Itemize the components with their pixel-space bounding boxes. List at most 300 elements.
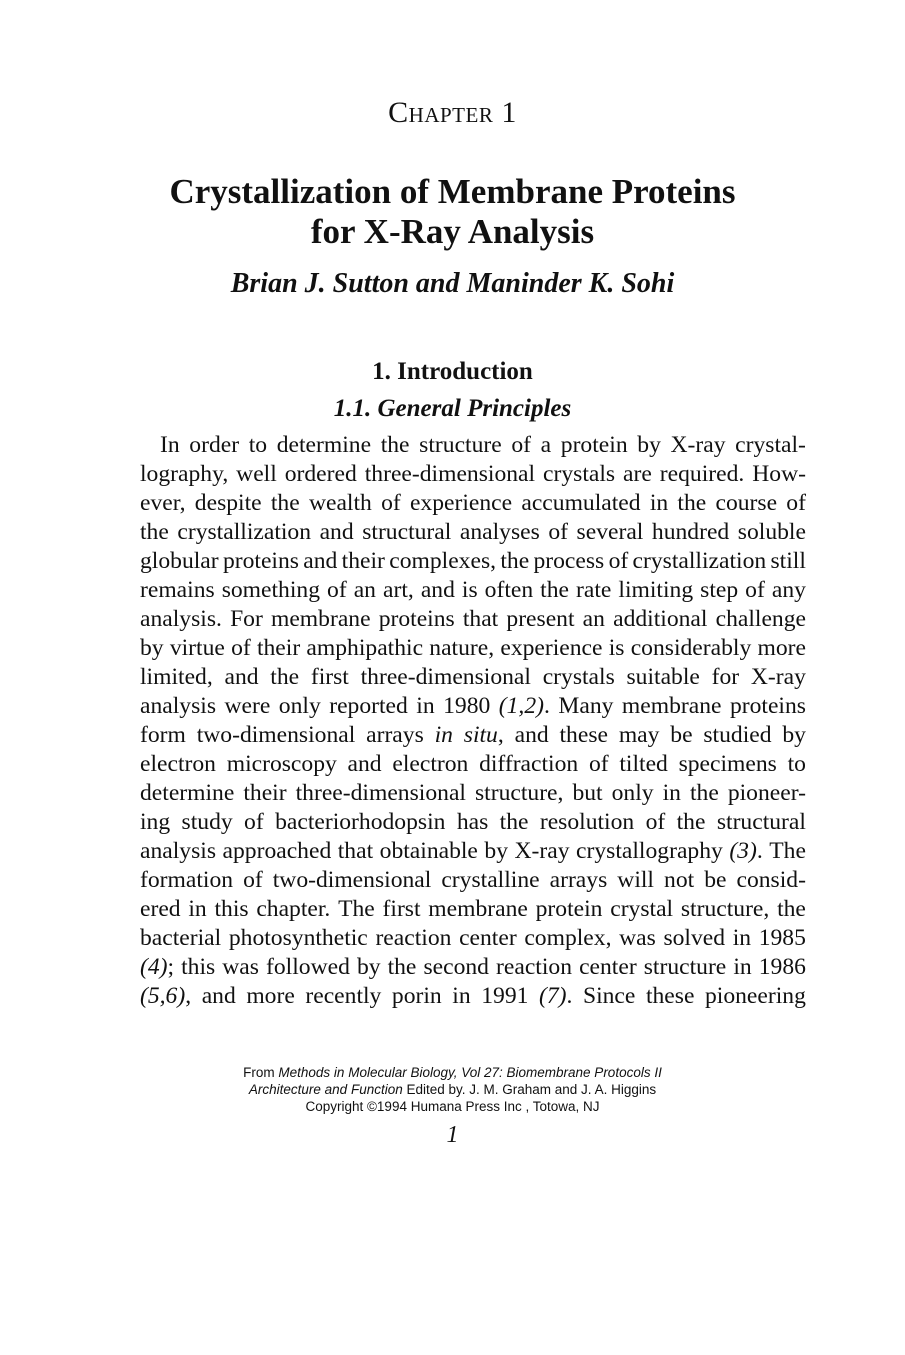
word — [189, 431, 239, 460]
text: often — [484, 577, 534, 603]
word — [381, 489, 401, 518]
word — [703, 721, 771, 750]
word — [140, 866, 233, 895]
word — [188, 895, 206, 924]
italic-text: situ — [463, 722, 498, 748]
text: tilted — [619, 751, 668, 777]
word — [561, 431, 628, 460]
word — [536, 895, 603, 924]
word — [577, 518, 644, 547]
text: in — [416, 693, 435, 719]
text: X-ray — [514, 838, 570, 864]
word — [246, 982, 294, 1011]
word — [589, 750, 609, 779]
word — [612, 779, 654, 808]
word — [617, 866, 654, 895]
text: rate — [576, 577, 612, 603]
word — [463, 605, 498, 634]
text: of — [588, 751, 609, 777]
text: that — [462, 606, 499, 632]
word — [354, 576, 376, 605]
word — [230, 605, 263, 634]
text: process — [533, 548, 605, 574]
text: X-ray — [670, 432, 726, 458]
text: were — [224, 693, 271, 719]
text: chapter. — [256, 896, 331, 922]
word — [305, 982, 381, 1011]
word — [306, 634, 423, 663]
word — [558, 692, 613, 721]
word — [717, 808, 806, 837]
word — [623, 460, 652, 489]
word — [475, 779, 563, 808]
text: porin — [391, 983, 442, 1009]
word — [140, 460, 228, 489]
text: these — [645, 983, 695, 1009]
word — [140, 663, 213, 692]
text: The — [338, 896, 375, 922]
text: reaction — [496, 954, 573, 980]
word — [485, 576, 533, 605]
text: a — [540, 432, 552, 458]
text: hundred — [651, 519, 730, 545]
word — [223, 837, 332, 866]
text: crystals — [543, 461, 616, 487]
word — [576, 576, 611, 605]
text: an — [353, 577, 376, 603]
word — [270, 663, 299, 692]
text: electron — [140, 751, 216, 777]
text: resolution — [539, 809, 635, 835]
text: any — [771, 577, 806, 603]
text: crystallography — [576, 838, 723, 864]
word — [243, 866, 263, 895]
text: analysis — [140, 838, 217, 864]
word — [540, 576, 569, 605]
word — [277, 431, 371, 460]
text: center — [459, 925, 517, 951]
word — [273, 866, 432, 895]
text: in — [662, 780, 681, 806]
word — [769, 837, 806, 866]
word — [609, 547, 629, 576]
text: membrane — [428, 896, 528, 922]
text: not — [664, 867, 695, 893]
word — [224, 692, 270, 721]
word — [244, 808, 264, 837]
word — [500, 808, 529, 837]
text: 1991 — [481, 983, 529, 1009]
text: protein — [560, 432, 628, 458]
authors: Brian J. Sutton and Maninder K. Sohi — [230, 268, 675, 299]
subsection-heading: 1.1. General Principles — [333, 395, 572, 422]
text: only — [278, 693, 321, 719]
word — [670, 721, 692, 750]
word — [515, 721, 549, 750]
word — [243, 779, 286, 808]
text: lography, — [140, 461, 229, 487]
text: determine — [276, 432, 372, 458]
text: diffraction — [479, 751, 579, 777]
text: was — [619, 925, 656, 951]
text: despite — [194, 490, 262, 516]
word — [560, 721, 608, 750]
word — [140, 953, 174, 982]
word — [140, 605, 222, 634]
word — [782, 721, 806, 750]
text: three-dimensional — [364, 461, 536, 487]
text: membrane — [621, 693, 722, 719]
text: microscopy — [226, 751, 337, 777]
word — [140, 692, 216, 721]
word — [231, 634, 251, 663]
word — [182, 808, 233, 837]
word — [664, 866, 694, 895]
text: In — [160, 432, 180, 458]
text: that — [337, 838, 374, 864]
word — [539, 982, 572, 1011]
word — [627, 663, 700, 692]
word — [160, 431, 180, 460]
footer-volume-title: Architecture and Function — [248, 1082, 403, 1097]
word — [511, 431, 531, 460]
word — [311, 663, 349, 692]
text: their — [341, 548, 385, 574]
title-line-1: Crystallization of Membrane Proteins — [169, 172, 736, 211]
text: several — [576, 519, 644, 545]
text: well — [236, 461, 277, 487]
chapter-label: Chapter 1 — [388, 96, 517, 129]
word — [736, 866, 805, 895]
text: Many — [558, 693, 614, 719]
word — [361, 663, 531, 692]
text: of — [327, 577, 347, 603]
text: wealth — [308, 490, 372, 516]
word — [181, 953, 215, 982]
italic-text: (4) — [140, 954, 168, 980]
body-line — [140, 634, 806, 663]
word — [771, 547, 806, 576]
word — [309, 489, 372, 518]
word — [140, 895, 181, 924]
word — [388, 953, 417, 982]
word — [543, 460, 615, 489]
text: three-dimensional — [295, 780, 466, 806]
text: solved — [663, 925, 726, 951]
word — [140, 779, 234, 808]
word — [140, 547, 219, 576]
text: of — [244, 809, 264, 835]
text: suitable — [626, 664, 700, 690]
word — [637, 431, 661, 460]
word — [533, 547, 604, 576]
text: in — [649, 490, 669, 516]
italic-text: in — [434, 722, 453, 748]
text: by — [356, 954, 381, 980]
footer-citation — [0, 1064, 905, 1115]
text: of — [786, 490, 806, 516]
word — [416, 692, 434, 721]
word — [365, 460, 535, 489]
word — [579, 953, 637, 982]
word — [541, 431, 551, 460]
word — [464, 721, 504, 750]
word — [362, 518, 451, 547]
word — [441, 866, 539, 895]
word — [735, 431, 806, 460]
text: challenge — [715, 606, 806, 632]
text: the — [387, 954, 417, 980]
text: membrane — [270, 606, 371, 632]
text: limited, — [140, 664, 213, 690]
text: crystallization — [177, 519, 312, 545]
word — [540, 808, 634, 837]
word — [521, 489, 640, 518]
text: by — [782, 722, 806, 748]
body-line — [140, 460, 806, 489]
body-line — [140, 692, 806, 721]
text: structure, — [474, 780, 564, 806]
word — [389, 547, 496, 576]
word — [170, 634, 225, 663]
text: pioneer- — [727, 780, 806, 806]
text: their — [256, 635, 301, 661]
word — [452, 982, 470, 1011]
text: the — [270, 490, 300, 516]
word — [327, 576, 347, 605]
text: by — [484, 838, 509, 864]
word — [484, 837, 508, 866]
word — [195, 489, 262, 518]
word — [646, 808, 666, 837]
word — [229, 924, 368, 953]
text: structural — [362, 519, 452, 545]
text: an — [582, 606, 605, 632]
text: course — [715, 490, 778, 516]
text: soluble — [737, 519, 806, 545]
word — [285, 460, 357, 489]
text: For — [230, 606, 263, 632]
text: globular — [140, 548, 219, 574]
body-line — [140, 895, 806, 924]
text: crystalline — [441, 867, 540, 893]
word — [457, 808, 488, 837]
text: by — [140, 635, 164, 661]
text: form — [140, 722, 186, 748]
body-line — [140, 808, 806, 837]
word — [500, 547, 529, 576]
word — [619, 750, 668, 779]
text: the — [540, 577, 569, 603]
word — [392, 982, 442, 1011]
word — [202, 982, 236, 1011]
text: was — [222, 954, 259, 980]
word — [576, 837, 723, 866]
word — [752, 460, 806, 489]
text: this — [214, 896, 249, 922]
word — [256, 895, 330, 924]
word — [479, 750, 578, 779]
word — [348, 750, 382, 779]
text: but — [572, 780, 603, 806]
word — [271, 605, 371, 634]
text: . — [544, 693, 550, 719]
word — [140, 489, 186, 518]
text: art, — [383, 577, 414, 603]
text: two-dimensional — [272, 867, 432, 893]
text: and — [201, 983, 236, 1009]
word — [383, 576, 414, 605]
text: of — [645, 809, 666, 835]
text: center — [579, 954, 637, 980]
text: be — [704, 867, 727, 893]
word — [759, 953, 806, 982]
text: study — [181, 809, 233, 835]
text: only — [611, 780, 654, 806]
word — [650, 489, 668, 518]
text: the — [689, 780, 719, 806]
word — [646, 982, 694, 1011]
word — [777, 895, 806, 924]
text: to — [248, 432, 268, 458]
text: bacteriorhodopsin — [275, 809, 446, 835]
italic-text: (7) — [538, 983, 567, 1009]
footer-from: From — [243, 1065, 279, 1080]
text: 1980 — [443, 693, 491, 719]
word — [745, 576, 765, 605]
text: . — [566, 983, 573, 1009]
word — [140, 982, 191, 1011]
text: may — [618, 722, 660, 748]
body-line — [140, 953, 806, 982]
body-text — [140, 431, 806, 1011]
text: and — [347, 751, 382, 777]
body-line — [140, 576, 806, 605]
word — [660, 460, 745, 489]
text: reaction — [375, 925, 452, 951]
word — [140, 518, 169, 547]
word — [728, 779, 806, 808]
word — [177, 518, 311, 547]
text: ever, — [140, 490, 186, 516]
text: ; — [167, 954, 175, 980]
title-line-2: for X-Ray Analysis — [310, 212, 595, 251]
text: X-ray — [750, 664, 806, 690]
text: present — [506, 606, 575, 632]
word — [381, 431, 410, 460]
body-line — [140, 663, 806, 692]
word — [338, 837, 373, 866]
text: determine — [140, 780, 235, 806]
word — [622, 692, 722, 721]
text: structure — [643, 954, 727, 980]
text: first — [310, 664, 349, 690]
text: formation — [140, 867, 234, 893]
text: 1985 — [758, 925, 806, 951]
text: structure, — [680, 896, 770, 922]
word — [222, 953, 259, 982]
word — [583, 605, 605, 634]
text: How- — [752, 461, 806, 487]
body-line — [140, 837, 806, 866]
text: order — [189, 432, 240, 458]
word — [380, 837, 478, 866]
text: analysis — [140, 693, 217, 719]
word — [140, 750, 216, 779]
word — [429, 634, 494, 663]
word — [443, 692, 490, 721]
text: of — [608, 548, 629, 574]
text: are — [623, 461, 652, 487]
text: still — [770, 548, 806, 574]
text: is — [608, 635, 625, 661]
word — [679, 750, 777, 779]
text: of — [511, 432, 532, 458]
word — [663, 924, 725, 953]
body-line — [140, 750, 806, 779]
text: virtue — [169, 635, 225, 661]
text: their — [243, 780, 287, 806]
text: photosynthetic — [228, 925, 368, 951]
word — [500, 634, 602, 663]
text: electron — [392, 751, 469, 777]
text: approached — [222, 838, 332, 864]
word — [459, 924, 517, 953]
text: and — [319, 519, 354, 545]
word — [759, 924, 806, 953]
word — [140, 576, 215, 605]
word — [140, 808, 170, 837]
word — [419, 431, 502, 460]
text: in — [733, 954, 752, 980]
text: of — [548, 519, 568, 545]
text: proteins — [222, 548, 299, 574]
word — [788, 750, 806, 779]
text: the — [500, 548, 530, 574]
word — [257, 634, 300, 663]
text: the — [270, 664, 300, 690]
text: crystallization — [632, 548, 767, 574]
word — [379, 605, 455, 634]
word — [338, 895, 375, 924]
word — [271, 489, 300, 518]
text: considerably — [630, 635, 752, 661]
text: in — [188, 896, 207, 922]
section-heading: 1. Introduction — [372, 358, 533, 385]
word — [140, 837, 216, 866]
text: crystals — [542, 664, 615, 690]
text: arrays — [549, 867, 608, 893]
text: crystal — [610, 896, 674, 922]
italic-text: (1,2) — [498, 693, 544, 719]
text: followed — [266, 954, 350, 980]
word — [423, 953, 489, 982]
text: and — [224, 664, 259, 690]
word — [609, 634, 625, 663]
text: ordered — [284, 461, 357, 487]
page-number: 1 — [446, 1122, 459, 1148]
body-line — [140, 547, 806, 576]
text: by — [637, 432, 661, 458]
text: amphipathic — [306, 635, 424, 661]
body-line — [140, 982, 806, 1011]
text: of — [745, 577, 765, 603]
text: to — [787, 751, 806, 777]
word — [644, 953, 727, 982]
text: in — [732, 925, 752, 951]
word — [227, 750, 337, 779]
text: accumulated — [521, 490, 641, 516]
